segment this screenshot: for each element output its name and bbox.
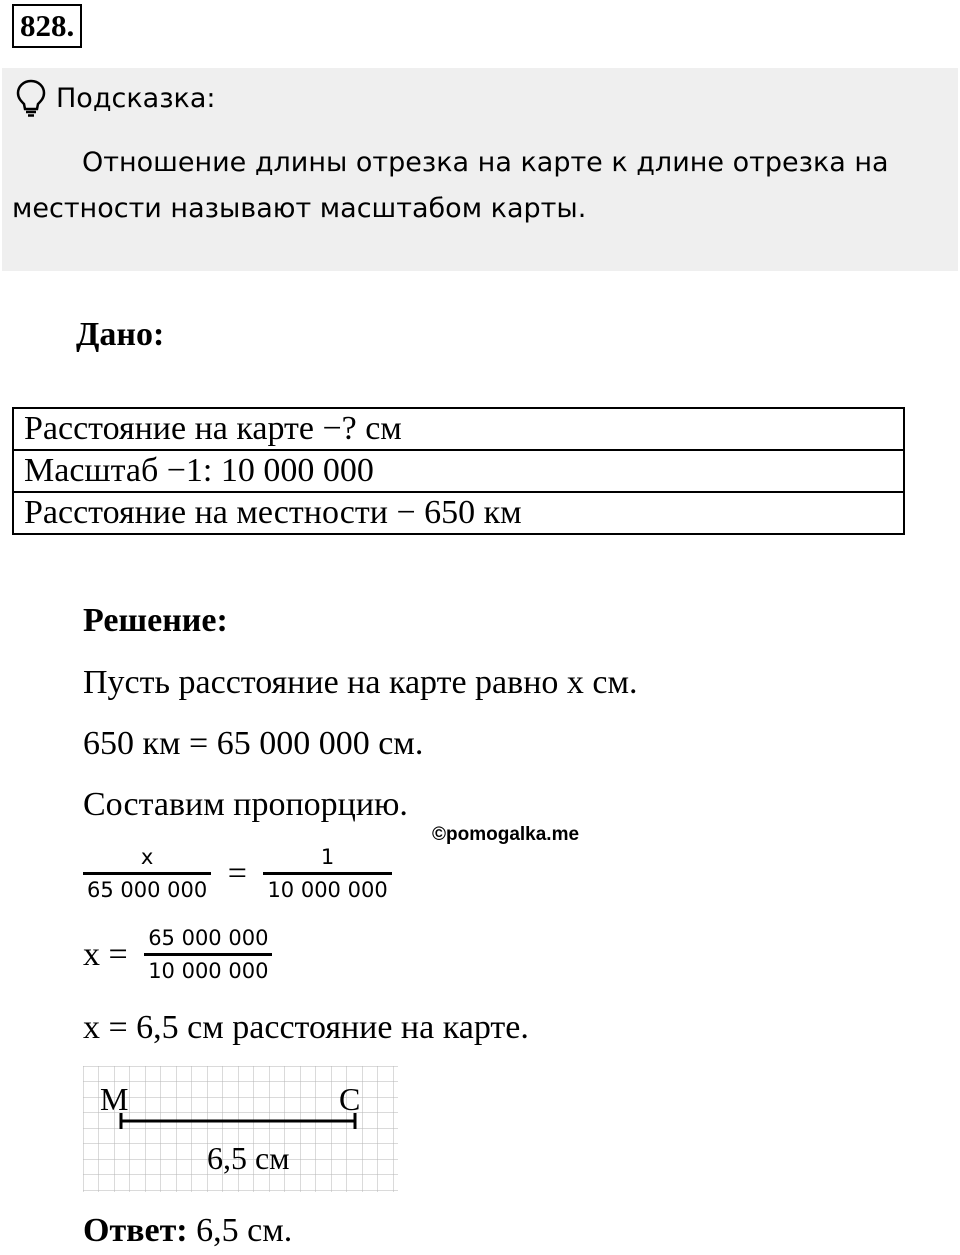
given-title: Дано:: [76, 316, 165, 353]
fraction-right: [263, 842, 391, 905]
x-lhs: x =: [83, 935, 128, 973]
hint-text: Отношение длины отрезка на карте к длине отрезка на местности называют масштабом карты.: [12, 147, 889, 224]
fraction-right-denominator: 10 000 000: [267, 878, 388, 902]
given-cell-scale: Масштаб −1: 10 000 000: [13, 450, 904, 492]
grid-diagram: [83, 1066, 398, 1192]
solution-line-3: Составим пропорцию.: [83, 786, 408, 823]
given-cell-distance-map: Расстояние на карте −? см: [13, 408, 904, 450]
point-c-label: C: [339, 1081, 361, 1117]
solution-line-1: Пусть расстояние на карте равно x см.: [83, 664, 638, 701]
answer-value: 6,5 см.: [187, 1212, 293, 1249]
result-line: x = 6,5 см расстояние на карте.: [83, 1009, 529, 1046]
problem-number: 828.: [12, 4, 82, 48]
x-expression: [83, 923, 272, 986]
fraction-left-denominator: 65 000 000: [87, 878, 208, 902]
table-row: [13, 408, 904, 450]
solution-title: Решение:: [83, 602, 228, 639]
answer-label: Ответ:: [83, 1212, 188, 1249]
point-m-label: M: [100, 1081, 129, 1117]
x-fraction: [144, 923, 272, 986]
given-table: [12, 407, 905, 535]
table-row: [13, 492, 904, 534]
answer: [83, 1212, 292, 1250]
watermark: ©pomogalka.me: [432, 824, 580, 845]
segment-length-label: 6,5 см: [207, 1140, 290, 1176]
equals-sign: =: [227, 854, 247, 892]
hint-title: Подсказка:: [56, 82, 216, 114]
hint-header: [16, 78, 216, 118]
fraction-right-numerator: 1: [320, 845, 335, 869]
segment-figure: [83, 1066, 398, 1192]
proportion-equation: [83, 842, 392, 905]
fraction-left-numerator: x: [140, 845, 154, 869]
table-row: [13, 450, 904, 492]
given-cell-distance-ground: Расстояние на местности − 650 км: [13, 492, 904, 534]
solution-line-2: 650 км = 65 000 000 см.: [83, 725, 424, 762]
fraction-left: [83, 842, 211, 905]
x-fraction-numerator: 65 000 000: [148, 926, 269, 950]
x-fraction-denominator: 10 000 000: [148, 959, 269, 983]
lightbulb-icon: [16, 79, 46, 117]
